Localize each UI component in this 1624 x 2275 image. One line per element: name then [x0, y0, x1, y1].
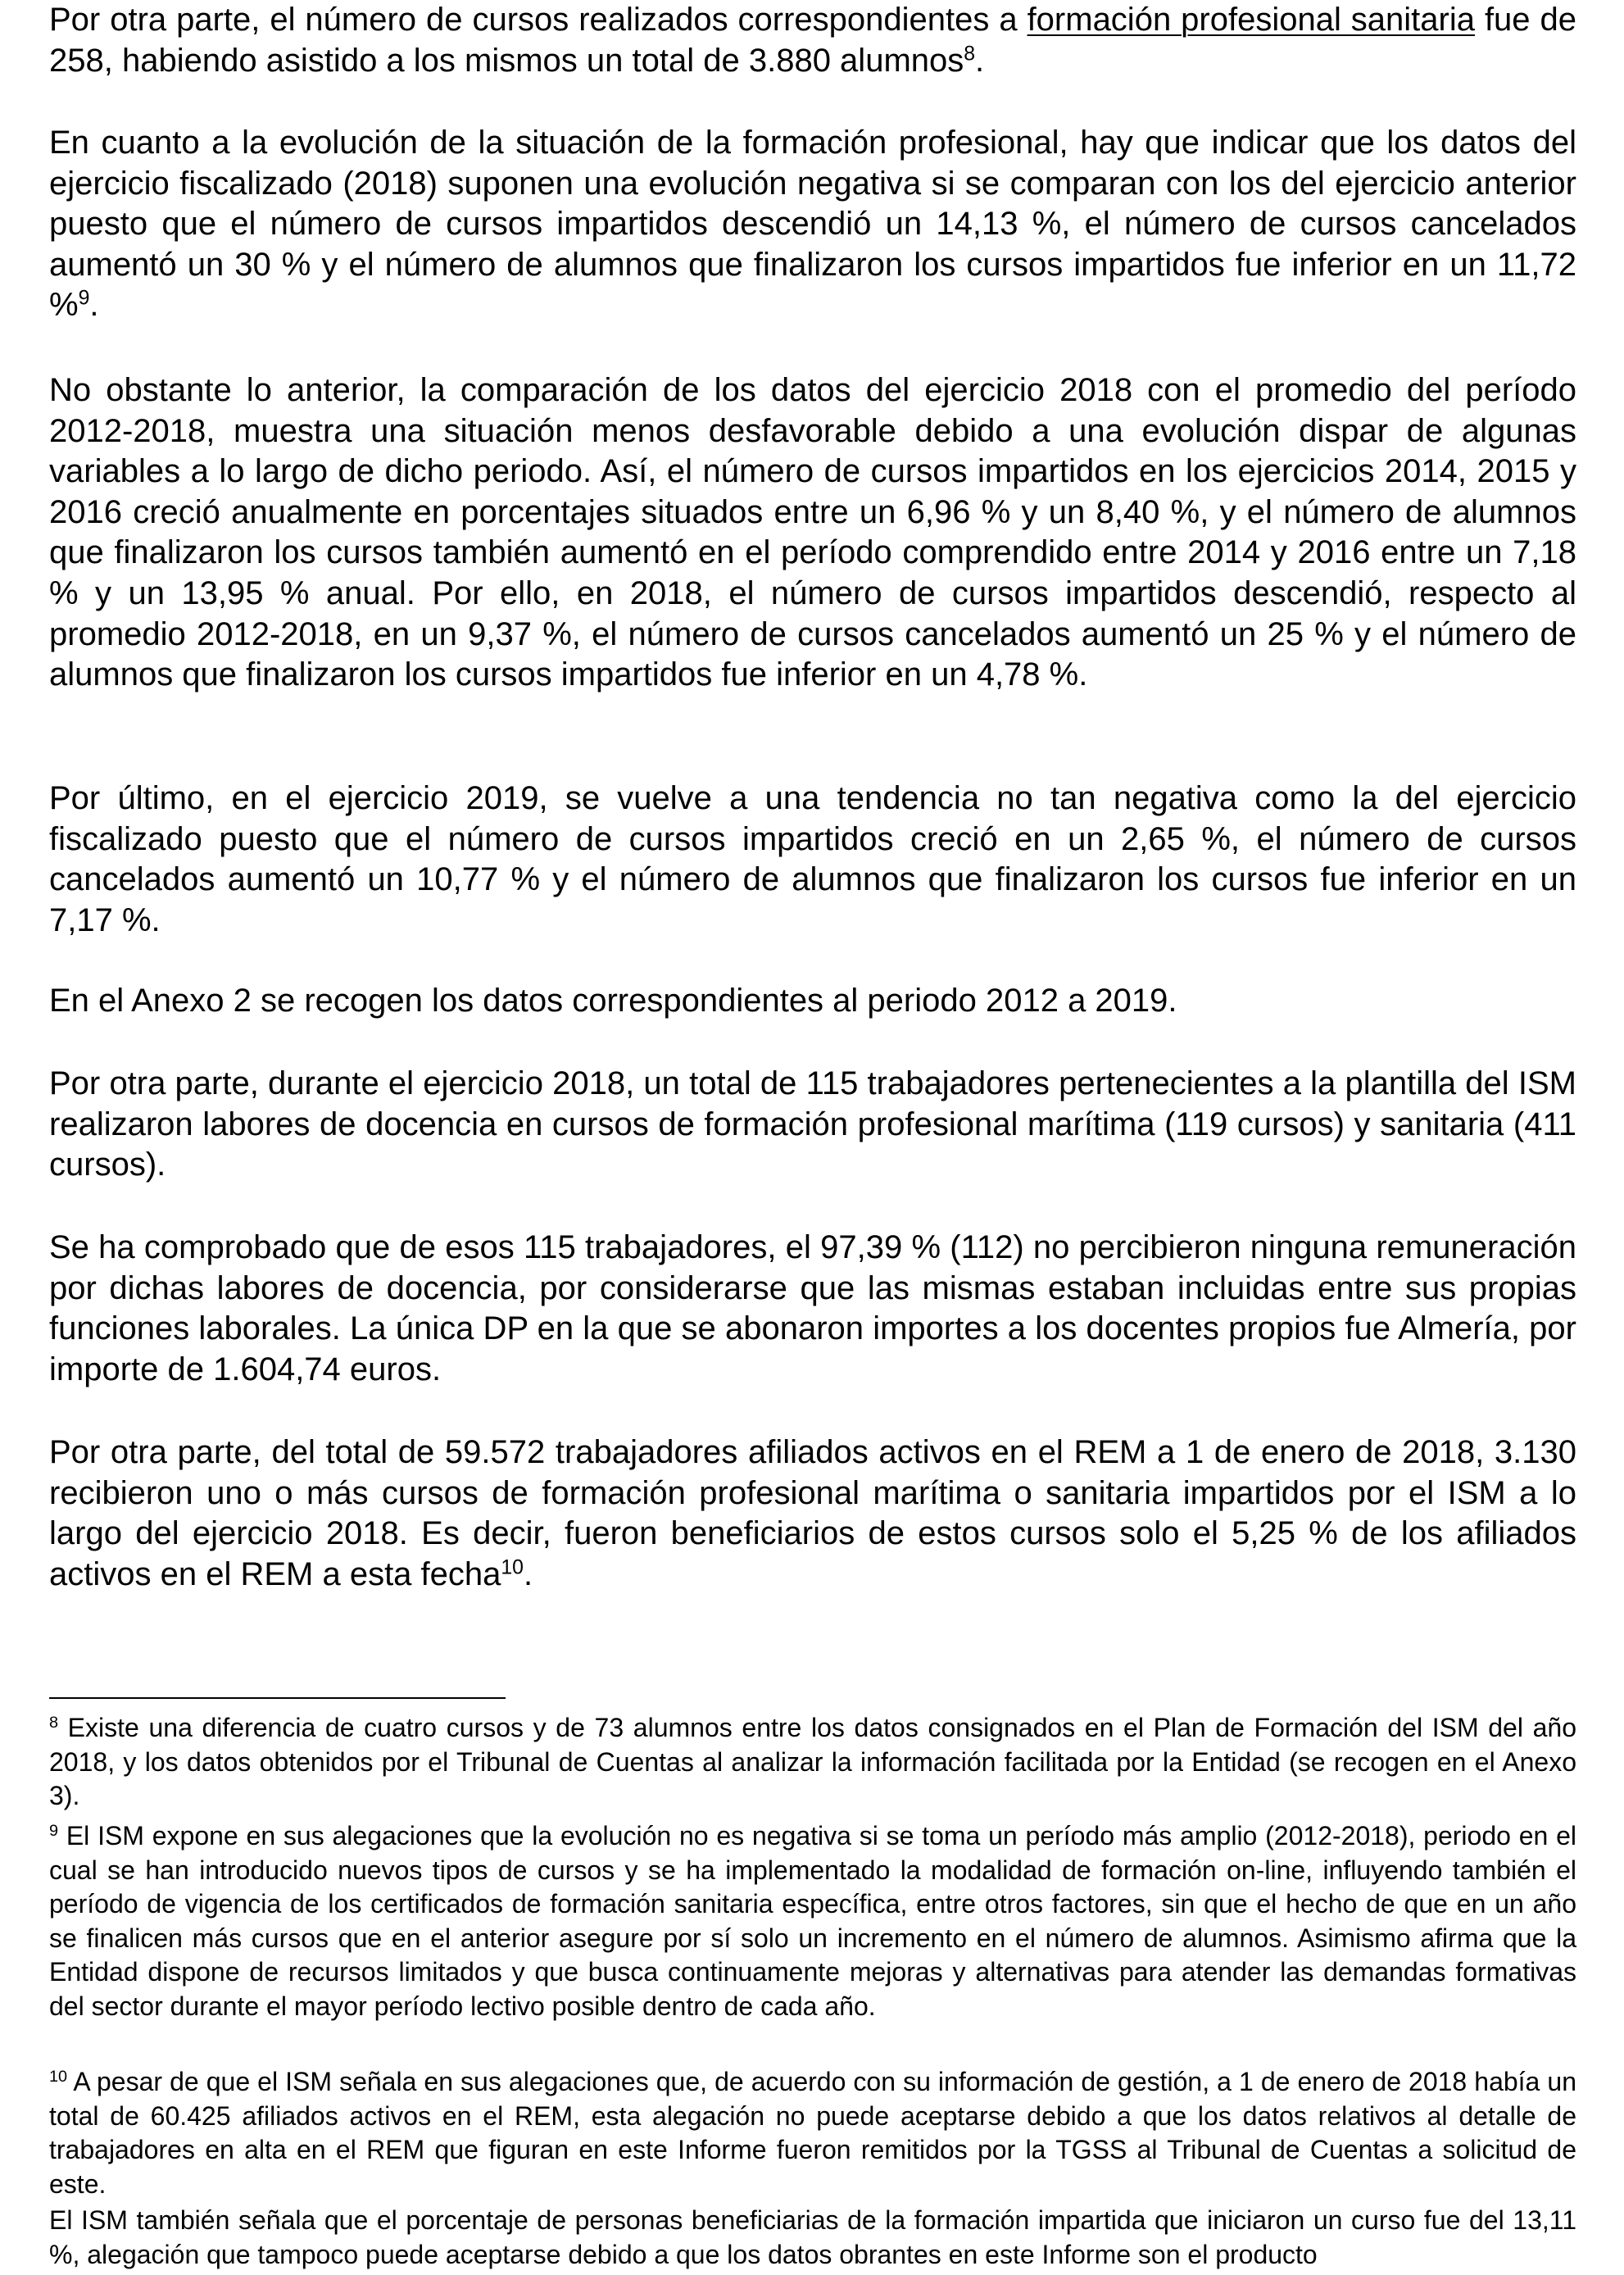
paragraph-3: No obstante lo anterior, la comparación de los datos del ejercicio 2018 con el promedio del período 2012-2018, muestra una situación menos desfavorable debido a una evolución dispar de algunas variables a lo largo de dicho periodo. Así, el número de cursos impartidos en los ejercicios 2014, 2015 y 2016 creció anualmente en porcentajes situados entre un 6,96 % y un 8,40 %, y el número de alumnos que finalizaron los cursos también aumentó en el período comprendido entre 2014 y 2016 entre un 7,18 % y un 13,95 % anual. Por ello, en 2018, el número de cursos impartidos descendió, respecto al promedio 2012-2018, en un 9,37 %, el número de cursos cancelados aumentó un 25 % y el número de alumnos que finalizaron los cursos impartidos fue inferior en un 4,78 %.: [49, 372, 1576, 693]
footnote-10: [49, 2065, 1576, 2201]
footnote-number: 9: [49, 1822, 59, 1841]
paragraph-5: En el Anexo 2 se recogen los datos correspondientes al periodo 2012 a 2019.: [49, 983, 1177, 1019]
footnote-ref-8: 8: [964, 42, 976, 65]
paragraph-1-end: .: [975, 42, 985, 79]
paragraph-1-text-cont: fue de 258, habiendo asistido a los mismos un total de 3.880 alumnos: [49, 2, 1577, 79]
paragraph-2-end: .: [89, 287, 99, 324]
paragraph-6: Por otra parte, durante el ejercicio 2018, un total de 115 trabajadores pertenecientes a la plantilla del ISM realizaron labores de docencia en cursos de formación profesional marítima (119 cursos) y sanitaria (411 cursos).: [49, 1065, 1576, 1183]
paragraph-8-text: Por otra parte, del total de 59.572 trabajadores afiliados activos en el REM a 1 de enero de 2018, 3.130 recibieron uno o más cursos de formación profesional marítima o sanitaria impartidos por el ISM a lo largo del ejercicio 2018. Es decir, fueron beneficiarios de estos cursos solo el 5,25 % de los afiliados activos en el REM a esta fecha: [49, 1434, 1576, 1592]
footnote-ref-10: 10: [501, 1556, 524, 1579]
footnote-8: [49, 1711, 1576, 1814]
footnote-separator: [49, 1697, 506, 1699]
paragraph-8-end: .: [523, 1555, 533, 1592]
footnote-text: El ISM expone en sus alegaciones que la evolución no es negativa si se toma un período más amplio (2012-2018), periodo en el cual se han introducido nuevos tipos de cursos y se ha implementado la modalidad de formación on-line, influyendo también el período de vigencia de los certificados de formación sanitaria específica, entre otros factores, sin que el hecho de que en un año se finalicen más cursos que en el anterior asegure por sí solo un incremento en el número de alumnos. Asimismo afirma que la Entidad dispone de recursos limitados y que busca continuamente mejoras y alternativas para atender las demandas formativas del sector durante el mayor período lectivo posible dentro de cada año.: [49, 1821, 1576, 2021]
footnote-ref-9: 9: [78, 287, 90, 310]
footnote-9: [49, 1819, 1576, 2024]
paragraph-2: [49, 123, 1576, 326]
footnote-number: 10: [49, 2068, 68, 2087]
paragraph-1-text: Por otra parte, el número de cursos realizados correspondientes a: [49, 2, 1027, 38]
paragraph-8: [49, 1433, 1576, 1595]
paragraph-2-text: En cuanto a la evolución de la situación de la formación profesional, hay que indicar que los datos del ejercicio fiscalizado (2018) suponen una evolución negativa si se comparan con los del ejercicio anterior puesto que el número de cursos impartidos descendió un 14,13 %, el número de cursos cancelados aumentó un 30 % y el número de alumnos que finalizaron los cursos impartidos fue inferior en un 11,72 %: [49, 125, 1576, 324]
paragraph-7: Se ha comprobado que de esos 115 trabajadores, el 97,39 % (112) no percibieron ninguna remuneración por dichas labores de docencia, por considerarse que las mismas estaban incluidas entre sus propias funciones laborales. La única DP en la que se abonaron importes a los docentes propios fue Almería, por importe de 1.604,74 euros.: [49, 1229, 1576, 1387]
footnote-text: Existe una diferencia de cuatro cursos y de 73 alumnos entre los datos consignados en el Plan de Formación del ISM del año 2018, y los datos obtenidos por el Tribunal de Cuentas al analizar la información facilitada por la Entidad (se recogen en el Anexo 3).: [49, 1713, 1576, 1811]
footnote-number: 8: [49, 1714, 59, 1732]
paragraph-1: [49, 0, 1576, 81]
footnote-10-continuation: El ISM también señala que el porcentaje de personas beneficiarias de la formación impartida que iniciaron un curso fue del 13,11 %, alegación que tampoco puede aceptarse debido a que los datos obrantes en este Informe son el producto: [49, 2205, 1576, 2269]
paragraph-4: Por último, en el ejercicio 2019, se vuelve a una tendencia no tan negativa como la del ejercicio fiscalizado puesto que el número de cursos impartidos creció en un 2,65 %, el número de cursos cancelados aumentó un 10,77 % y el número de alumnos que finalizaron los cursos fue inferior en un 7,17 %.: [49, 780, 1576, 938]
footnote-text: A pesar de que el ISM señala en sus alegaciones que, de acuerdo con su información de gestión, a 1 de enero de 2018 había un total de 60.425 afiliados activos en el REM, esta alegación no puede aceptarse debido a que los datos relativos al detalle de trabajadores en alta en el REM que figuran en este Informe fueron remitidos por la TGSS al Tribunal de Cuentas a solicitud de este.: [49, 2067, 1576, 2199]
underlined-phrase: formación profesional sanitaria: [1027, 2, 1475, 38]
